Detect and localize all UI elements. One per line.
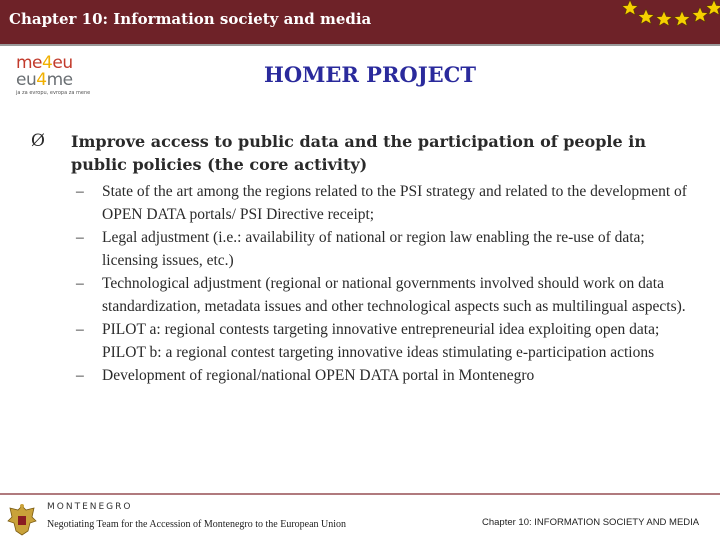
header-divider [0, 44, 720, 46]
list-item: – PILOT a: regional contests targeting innovative entrepreneurial idea exploiting open data; PILOT b: a regional contest targeting innovative ideas stimulating e-participation actions [76, 321, 660, 361]
header-bar [0, 0, 720, 44]
star-icon [622, 0, 638, 15]
star-icon [674, 11, 690, 26]
montenegro-coat-of-arms-icon [6, 503, 38, 537]
main-bullet-text: Improve access to public data and the participation of people in public policies (the core activity) [71, 132, 646, 174]
me4eu-logo [16, 55, 116, 97]
slide-title: HOMER PROJECT [264, 62, 476, 87]
country-label: MONTENEGRO [47, 502, 133, 512]
list-item: – Development of regional/national OPEN DATA portal in Montenegro [76, 367, 535, 384]
arrow-bullet-icon: Ø [31, 131, 45, 151]
star-icon [638, 9, 654, 24]
footer-chapter-label: Chapter 10: INFORMATION SOCIETY AND MEDIA [482, 517, 700, 528]
list-item: – Legal adjustment (i.e.: availability of national or region law enabling the re-use of data; licensing issues, etc.) [76, 229, 645, 269]
footer-divider [0, 493, 720, 495]
chapter-title: Chapter 10: Information society and media [9, 10, 372, 28]
eu-stars-icon [612, 0, 720, 30]
logo-tagline: ja za evropu, evropa za mene [16, 90, 91, 96]
main-bullet [24, 130, 688, 176]
star-icon [692, 7, 708, 22]
sub-bullet-list [24, 180, 688, 387]
logo-line-2: eu4me [16, 70, 73, 90]
star-icon [656, 11, 672, 26]
slide-content [24, 130, 688, 387]
negotiating-team-label: Negotiating Team for the Accession of Montenegro to the European Union [47, 519, 347, 530]
logo-line-1: me4eu [16, 53, 73, 73]
list-item: – Technological adjustment (regional or national governments involved should work on data standardization, metadata issues and other technological aspects such as multilingual aspects). [76, 275, 686, 315]
list-item: – State of the art among the regions related to the PSI strategy and related to the development of OPEN DATA portals/ PSI Directive receipt; [76, 183, 687, 223]
